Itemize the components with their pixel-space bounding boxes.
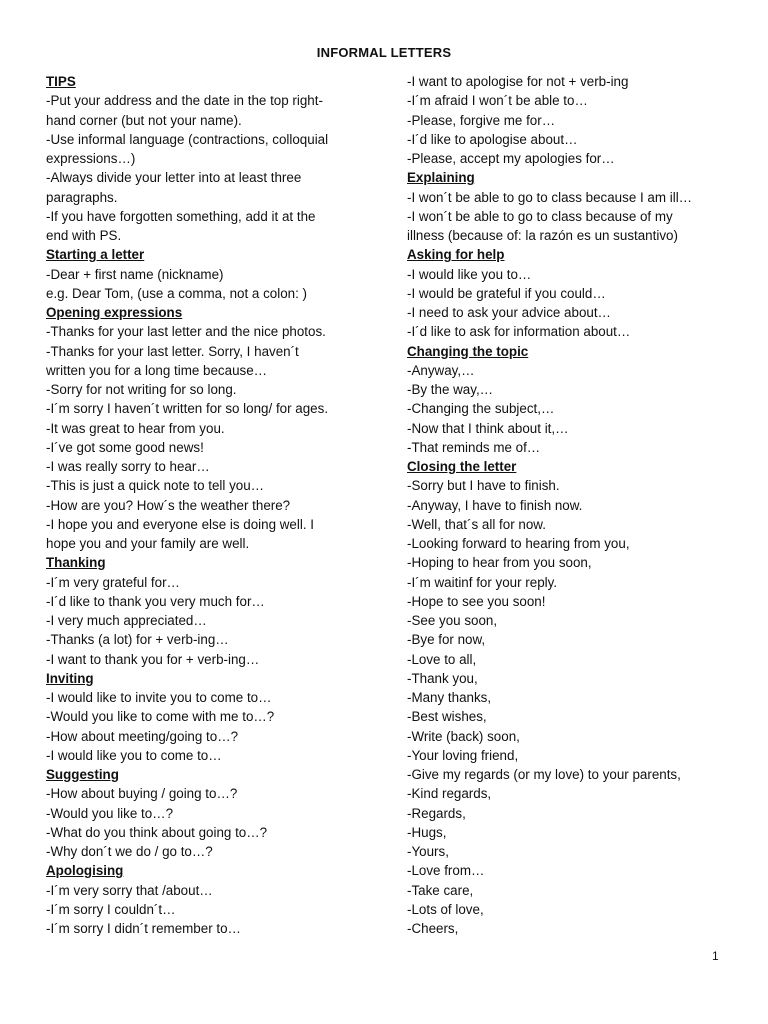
left-section-heading: Opening expressions — [46, 305, 183, 320]
left-text-line: -Thanks (a lot) for + verb-ing… — [46, 632, 229, 648]
right-text-line: -Hope to see you soon! — [407, 593, 546, 609]
left-section-heading: Thanking — [46, 555, 106, 571]
left-text-line: -I would like to invite you to come to… — [46, 690, 272, 705]
right-text-line: -I´m waitinf for your reply. — [407, 574, 558, 590]
left-text-line: -This is just a quick note to tell you… — [46, 478, 265, 494]
right-section-heading: Asking for help — [407, 247, 505, 263]
left-column — [46, 72, 346, 938]
right-text-line: -That reminds me of… — [407, 439, 541, 455]
left-section-heading: Starting a letter — [46, 247, 145, 263]
right-text-line: -Your loving friend, — [407, 747, 519, 763]
left-text-line: -Thanks for your last letter and the nice photos. — [46, 324, 326, 340]
left-text-line: -I want to thank you for + verb-ing… — [46, 651, 260, 667]
left-text-line: -Why don´t we do / go to…? — [46, 844, 213, 859]
right-text-line: -Regards, — [407, 805, 466, 821]
right-text-line: -Take care, — [407, 882, 474, 898]
right-text-line: -Well, that´s all for now. — [407, 516, 546, 532]
left-text-line: expressions…) — [46, 151, 136, 166]
right-text-line: -Please, accept my apologies for… — [407, 151, 615, 166]
left-text-line: -I´m very sorry that /about… — [46, 882, 213, 898]
right-text-line: -I would like you to… — [407, 266, 532, 282]
right-text-line: -I won´t be able to go to class because I am ill… — [407, 189, 693, 205]
left-text-line: written you for a long time because… — [46, 362, 268, 378]
right-text-line: -Sorry but I have to finish. — [407, 478, 560, 494]
right-section-heading: Explaining — [407, 170, 475, 186]
left-section-heading: Inviting — [46, 670, 94, 686]
right-text-line: -Love to all, — [407, 651, 477, 667]
right-section-heading: Changing the topic — [407, 343, 529, 359]
left-section-heading: Apologising — [46, 863, 124, 879]
right-text-line: -By the way,… — [407, 382, 494, 397]
left-text-line: -Use informal language (contractions, colloquial — [46, 131, 329, 147]
right-text-line: -See you soon, — [407, 613, 498, 628]
right-text-line: -I need to ask your advice about… — [407, 305, 611, 320]
right-text-line: -Yours, — [407, 844, 449, 859]
right-text-line: -Write (back) soon, — [407, 728, 520, 744]
left-text-line: -I´ve got some good news! — [46, 439, 204, 455]
left-text-line: -I would like you to come to… — [46, 747, 222, 763]
right-text-line: illness (because of: la razón es un sustantivo) — [407, 228, 678, 243]
right-text-line: -Looking forward to hearing from you, — [407, 536, 630, 551]
right-text-line: -Hugs, — [407, 824, 447, 840]
left-text-line: -Always divide your letter into at least three — [46, 170, 302, 186]
left-text-line: -How are you? How´s the weather there? — [46, 497, 291, 513]
left-text-line: -I´m sorry I couldn´t… — [46, 901, 176, 917]
left-text-line: -I was really sorry to hear… — [46, 459, 210, 474]
left-text-line: -I´d like to thank you very much for… — [46, 593, 265, 609]
left-text-line: -Sorry for not writing for so long. — [46, 382, 237, 397]
left-section-heading: Suggesting — [46, 767, 119, 782]
document-title: INFORMAL LETTERS — [316, 45, 452, 60]
right-text-line: -Anyway,… — [407, 362, 475, 378]
right-text-line: -Best wishes, — [407, 709, 487, 725]
right-text-line: -Kind regards, — [407, 786, 492, 802]
left-text-line: -How about meeting/going to…? — [46, 728, 239, 744]
left-text-line: e.g. Dear Tom, (use a comma, not a colon: ) — [46, 285, 307, 301]
right-section-heading: Closing the letter — [407, 459, 517, 474]
right-text-line: -Bye for now, — [407, 632, 486, 648]
left-text-line: -Would you like to…? — [46, 805, 174, 821]
left-text-line: paragraphs. — [46, 189, 118, 205]
right-text-line: -Anyway, I have to finish now. — [407, 497, 583, 513]
right-text-line: -Give my regards (or my love) to your parents, — [407, 767, 681, 782]
right-text-line: -Many thanks, — [407, 690, 492, 705]
left-text-line: -Would you like to come with me to…? — [46, 709, 275, 725]
right-text-line: -I would be grateful if you could… — [407, 285, 606, 301]
left-section-heading: TIPS — [46, 74, 76, 89]
right-column — [407, 72, 717, 938]
left-text-line: -I´m sorry I haven´t written for so long/ for ages. — [46, 401, 329, 417]
left-text-line: -How about buying / going to…? — [46, 786, 238, 802]
right-text-line: -Lots of love, — [407, 901, 484, 917]
right-text-line: -I´d like to apologise about… — [407, 131, 578, 147]
right-text-line: -I´m afraid I won´t be able to… — [407, 93, 588, 109]
left-text-line: -Put your address and the date in the top right- — [46, 93, 323, 109]
right-text-line: -Changing the subject,… — [407, 401, 555, 417]
left-text-line: hand corner (but not your name). — [46, 112, 242, 128]
right-text-line: -Cheers, — [407, 921, 459, 936]
left-text-line: -Dear + first name (nickname) — [46, 266, 224, 282]
right-text-line: -Love from… — [407, 863, 485, 879]
right-text-line: -I´d like to ask for information about… — [407, 324, 631, 340]
right-text-line: -I won´t be able to go to class because of my — [407, 208, 673, 224]
left-text-line: -What do you think about going to…? — [46, 824, 268, 840]
page-number: 1 — [712, 949, 719, 963]
left-text-line: -I very much appreciated… — [46, 613, 207, 628]
right-text-line: -Please, forgive me for… — [407, 112, 556, 128]
left-text-line: end with PS. — [46, 228, 122, 243]
right-text-line: -Thank you, — [407, 670, 478, 686]
left-text-line: hope you and your family are well. — [46, 536, 250, 551]
left-text-line: -I´m very grateful for… — [46, 574, 180, 590]
right-text-line: -I want to apologise for not + verb-ing — [407, 74, 629, 89]
right-text-line: -Hoping to hear from you soon, — [407, 555, 592, 571]
left-text-line: -I´m sorry I didn´t remember to… — [46, 921, 241, 936]
left-text-line: -If you have forgotten something, add it at the — [46, 208, 316, 224]
right-text-line: -Now that I think about it,… — [407, 420, 569, 436]
left-text-line: -It was great to hear from you. — [46, 420, 225, 436]
left-text-line: -Thanks for your last letter. Sorry, I haven´t — [46, 343, 299, 359]
left-text-line: -I hope you and everyone else is doing well. I — [46, 516, 314, 532]
